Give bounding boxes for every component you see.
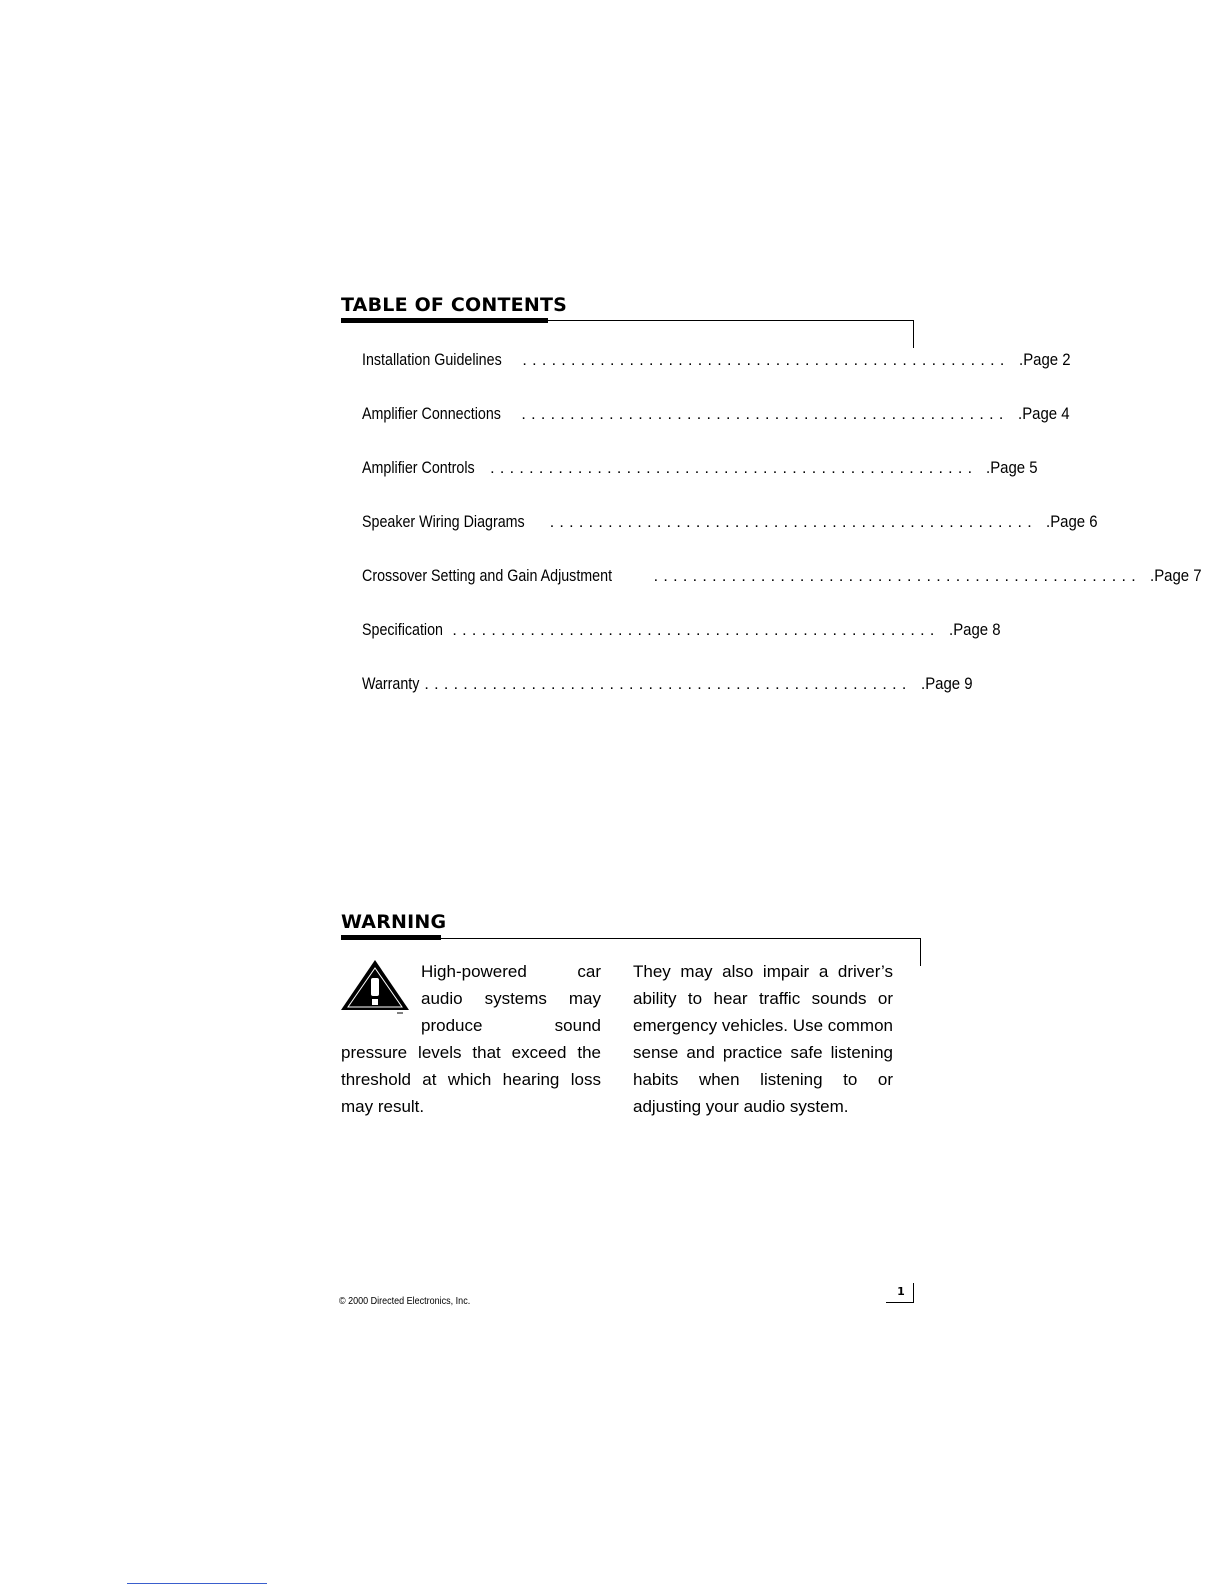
warning-rule [441,938,921,939]
bottom-link-underline [127,1583,267,1584]
toc-entry-label: Crossover Setting and Gain Adjustment [362,566,613,585]
toc-title-underline [341,318,548,323]
toc-entry[interactable] [362,620,1001,674]
toc-entry[interactable] [362,458,1039,512]
page-number-underline [886,1302,913,1303]
warning-right-text: They may also impair a driver’s ability to hear traffic sounds or emergency vehicles. Use common sense and practice safe listening habits when listening to or adjusting your audio system. [633,962,893,1116]
toc-entry[interactable] [362,674,973,728]
toc-entry-label: Amplifier Controls [362,458,475,477]
toc-entry-label: Amplifier Connections [362,404,501,423]
toc-entry-label: Specification [362,620,443,639]
toc-dot-leader: .................................................. [522,352,1010,369]
toc-entry-page: .Page 5 [986,458,1039,477]
toc-dot-leader: .................................................. [490,460,978,477]
toc-dot-leader: .................................................. [653,568,1141,585]
toc-entry-page: .Page 9 [920,674,973,693]
toc-entry-page: .Page 2 [1018,350,1071,369]
toc-list [362,350,1202,728]
toc-dot-leader: .................................................. [424,676,912,693]
toc-rule [548,320,914,321]
warning-title: WARNING [341,911,447,933]
page-number: 1 [897,1285,905,1298]
toc-entry-label: Installation Guidelines [362,350,502,369]
toc-entry[interactable] [362,404,1070,458]
toc-entry-label: Speaker Wiring Diagrams [362,512,525,531]
toc-entry[interactable] [362,512,1098,566]
toc-dot-leader: .................................................. [452,622,940,639]
toc-entry-label: Warranty [362,674,420,693]
toc-entry-page: .Page 7 [1149,566,1202,585]
warning-title-underline [341,935,441,940]
warning-left-column [341,958,601,1120]
page-number-tick [913,1283,914,1303]
copyright-notice: © 2000 Directed Electronics, Inc. [339,1296,471,1307]
toc-title: TABLE OF CONTENTS [341,294,568,316]
toc-entry[interactable] [362,566,1202,620]
toc-rule-tick [913,320,914,348]
toc-entry-page: .Page 8 [948,620,1001,639]
warning-right-column [633,958,893,1120]
toc-dot-leader: .................................................. [521,406,1009,423]
warning-left-text: High-powered car audio systems may produce sound pressure levels that exceed the threshold at which hearing loss may result. [341,962,601,1116]
toc-entry-page: .Page 4 [1017,404,1070,423]
toc-entry-page: .Page 6 [1045,512,1098,531]
warning-triangle-icon [339,958,411,1014]
toc-dot-leader: .................................................. [549,514,1037,531]
warning-rule-tick [920,938,921,966]
toc-entry[interactable] [362,350,1071,404]
